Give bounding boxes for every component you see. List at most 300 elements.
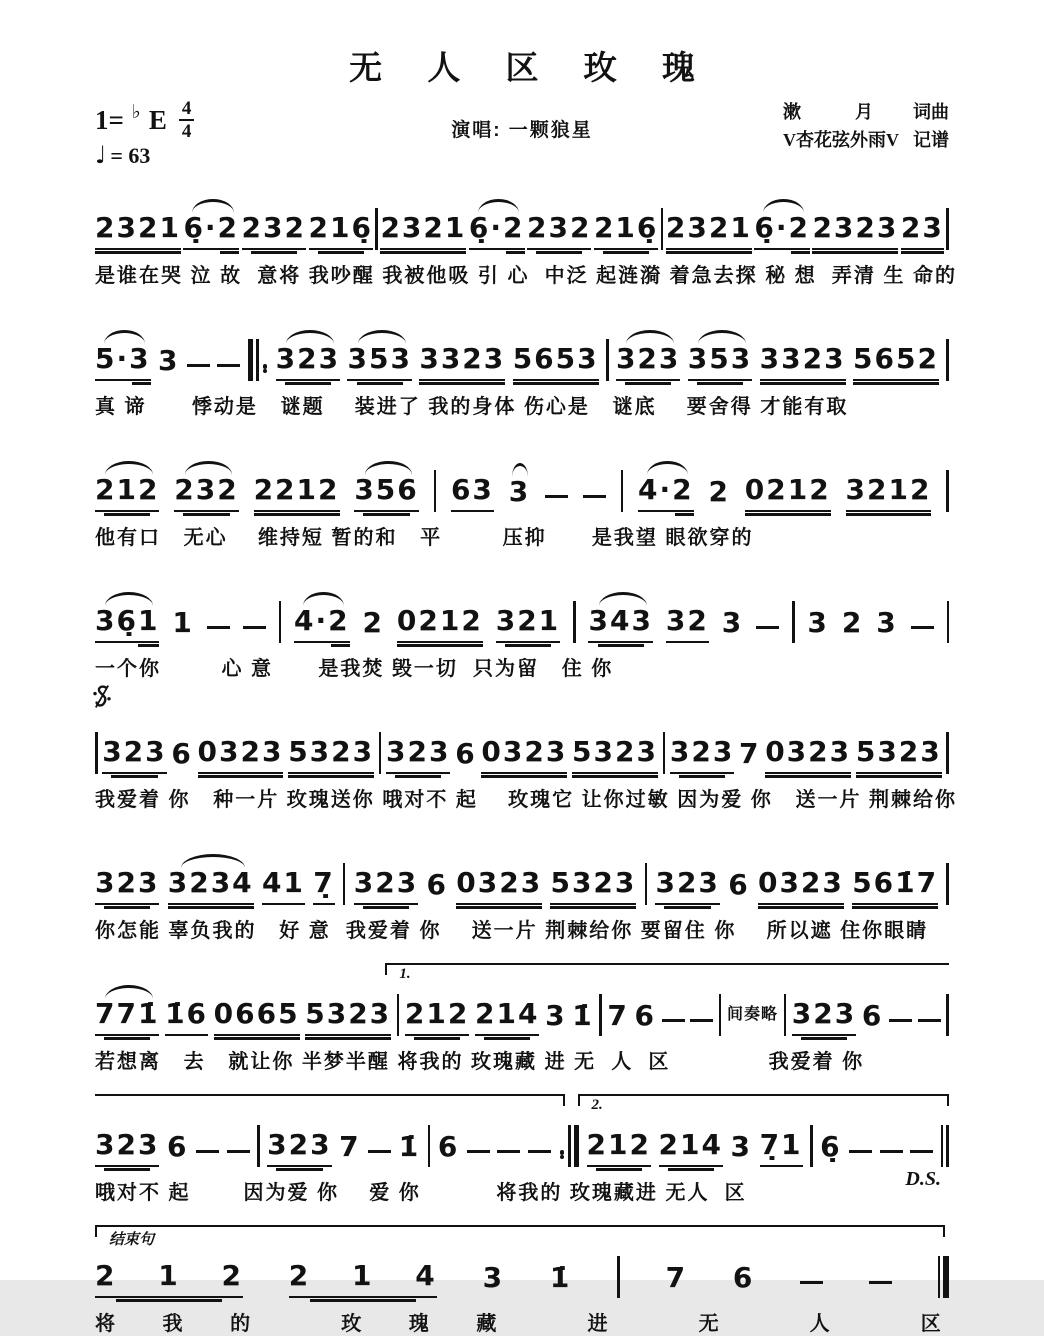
note-group — [731, 1132, 752, 1167]
note-digits: 0212 — [744, 473, 831, 507]
duration-dash — [869, 1281, 892, 1285]
lyrics-line: 你怎能 辜负我的 好 意 我爱着 你 送一片 荆棘给你 要留住 你 所以遮 住你眼睛 — [95, 920, 929, 943]
bracket-label: 1. — [399, 966, 411, 983]
barline-thin — [946, 732, 949, 774]
note-group — [853, 344, 939, 381]
note-digits: 343 — [588, 604, 653, 638]
lyrics-line: 一个你 心 意 是我焚 毁一切 只为留 住 你 — [95, 658, 614, 681]
score-line-1 — [95, 194, 958, 288]
duration-dash — [849, 1150, 872, 1154]
note-group — [168, 868, 254, 905]
note-group — [550, 1263, 571, 1298]
volta-bracket — [385, 963, 949, 983]
transcriber-credit — [783, 127, 949, 155]
note-group — [289, 1261, 437, 1298]
ending-bracket — [95, 1225, 945, 1249]
barline-thin — [257, 1125, 260, 1167]
note-group — [739, 739, 760, 774]
note-group — [167, 1132, 188, 1167]
notes-row — [95, 849, 949, 905]
note-digits: 3 — [508, 475, 531, 509]
composer-name: 漱 月 — [783, 102, 873, 122]
barline-thin — [946, 208, 949, 250]
note-digits: 1̇ — [549, 1261, 572, 1295]
note-digits: 232 — [527, 211, 592, 245]
barline-thin — [946, 339, 949, 381]
note-digits: 3 — [158, 344, 180, 378]
barline-thin — [428, 1125, 431, 1167]
note-group — [313, 868, 334, 905]
note-group — [354, 475, 418, 512]
note-digits: 771̇ — [95, 997, 160, 1031]
note-group — [496, 606, 560, 643]
notes-row — [95, 194, 949, 250]
barline-thin — [343, 863, 346, 905]
note-group — [812, 213, 898, 250]
note-digits: 2321 — [665, 211, 752, 245]
note-digits: 5·3 — [95, 342, 151, 376]
note-group — [438, 1132, 459, 1167]
note-group — [172, 608, 193, 643]
note-digits: 7̣ — [313, 866, 335, 900]
note-digits: 323 — [386, 735, 451, 769]
duration-dash — [880, 1150, 903, 1154]
note-group — [616, 344, 680, 381]
note-digits: 3323 — [419, 342, 506, 376]
score-line-6 — [95, 849, 949, 943]
duration-dash — [800, 1281, 823, 1285]
duration-dash — [497, 1150, 520, 1154]
note-digits: 0212 — [396, 604, 483, 638]
note-digits: 214 — [658, 1128, 723, 1162]
note-digits: 323 — [353, 866, 419, 900]
note-group — [545, 1001, 566, 1036]
note-group — [754, 213, 810, 250]
notes-row — [95, 718, 949, 774]
note-digits: 353 — [347, 342, 412, 376]
note-digits: 214 — [475, 997, 540, 1031]
note-group — [262, 868, 305, 905]
note-digits: 356 — [354, 473, 419, 507]
note-digits: 323 — [275, 342, 341, 376]
lyrics-line: 真 谛 悸动是 谜题 装进了 我的身体 伤心是 谜底 要舍得 才能有取 — [95, 396, 849, 419]
note-group — [862, 1001, 883, 1036]
bracket-label: 2. — [591, 1097, 603, 1114]
note-group — [594, 213, 658, 250]
barline-dbl — [941, 1125, 949, 1167]
note-digits: 561̇7 — [852, 866, 939, 900]
note-digits: 6 — [437, 1130, 460, 1164]
lyrics-line: 哦对不 起 因为爱 你 爱 你 将我的 玫瑰藏进 无人 区 — [95, 1182, 747, 1205]
duration-dash — [207, 626, 230, 630]
note-digits: 216̣ — [308, 211, 373, 245]
duration-dash — [583, 495, 606, 499]
time-signature — [179, 99, 195, 141]
note-group — [267, 1130, 331, 1167]
duration-dash — [690, 1019, 713, 1023]
note-group — [587, 1130, 651, 1167]
note-digits: 0323 — [456, 866, 543, 900]
note-digits: 2323 — [812, 211, 899, 245]
note-group — [354, 868, 418, 905]
note-digits: 6̣·2 — [754, 211, 810, 245]
note-group — [635, 1001, 656, 1036]
barline-fin — [938, 1256, 949, 1298]
note-digits: 5323 — [550, 866, 637, 900]
note-digits: 2 — [841, 606, 864, 640]
note-group — [760, 344, 846, 381]
note-digits: 216̣ — [593, 211, 659, 245]
note-digits: 6 — [167, 1130, 189, 1164]
note-group — [214, 999, 300, 1036]
note-group — [760, 1130, 803, 1167]
barline-thin — [946, 994, 949, 1036]
flat-sign-icon: ♭ — [131, 101, 141, 124]
note-group — [588, 606, 652, 643]
note-digits: 323 — [615, 342, 681, 376]
note-group — [856, 737, 942, 774]
note-group — [670, 737, 734, 774]
barline-thin — [379, 732, 382, 774]
note-digits: 1̇ — [398, 1130, 421, 1164]
note-group — [95, 475, 159, 512]
note-digits: 0323 — [197, 735, 284, 769]
barline-re — [559, 1125, 580, 1167]
score-line-5 — [95, 718, 958, 812]
barline-rs — [248, 339, 269, 381]
barline-thin — [947, 601, 950, 643]
note-group — [513, 344, 599, 381]
interlude-label: 间奏略 — [727, 1006, 779, 1024]
note-group — [842, 608, 863, 643]
note-group — [309, 213, 373, 250]
note-group — [638, 475, 694, 512]
note-digits: 3 — [545, 999, 567, 1033]
duration-dash — [217, 364, 240, 368]
score-body — [95, 194, 958, 1336]
note-group — [666, 606, 709, 643]
credits-block — [783, 99, 949, 155]
note-digits: 323 — [95, 866, 160, 900]
note-digits: 2212 — [253, 473, 340, 507]
note-group — [95, 1130, 159, 1167]
note-group — [876, 608, 897, 643]
note-digits: 6 — [728, 868, 750, 902]
duration-dash — [227, 1150, 250, 1154]
note-digits: 0665 — [213, 997, 300, 1031]
barline-thin — [719, 994, 722, 1036]
barline-thin — [784, 994, 787, 1036]
note-digits: 6 — [426, 868, 448, 902]
volta-bracket — [95, 1094, 565, 1106]
note-group — [347, 344, 411, 381]
song-title: 无 人 区 玫 瑰 — [349, 49, 713, 86]
duration-dash — [756, 626, 779, 630]
note-group — [397, 606, 483, 643]
note-group — [688, 344, 752, 381]
barline-thin — [946, 470, 949, 512]
note-digits: 5323 — [288, 735, 375, 769]
barline-thin — [397, 994, 400, 1036]
lyrics-line: 是谁在哭 泣 故 意将 我吵醒 我被他吸 引 心 中泛 起涟漪 着急去探 秘 想 弄清 生 命的 — [95, 265, 958, 288]
note-digits: 0323 — [765, 735, 852, 769]
note-digits: 5323 — [305, 997, 392, 1031]
note-group — [807, 608, 828, 643]
note-digits: 5652 — [853, 342, 939, 376]
note-digits: 323 — [669, 735, 735, 769]
note-group — [95, 606, 159, 643]
note-digits: 323 — [95, 1128, 160, 1162]
note-group — [607, 1001, 628, 1036]
note-digits: 7 — [607, 999, 629, 1033]
note-group — [765, 737, 851, 774]
note-group — [198, 737, 284, 774]
note-digits: 6̣·2 — [183, 211, 240, 245]
note-group — [792, 999, 856, 1036]
score-line-3 — [95, 456, 949, 550]
score-line-2 — [95, 325, 949, 419]
barline-thin — [606, 339, 609, 381]
note-group — [572, 1001, 593, 1036]
note-group — [183, 213, 239, 250]
notes-row — [95, 1242, 949, 1298]
barline-thin — [946, 863, 949, 905]
notes-row — [95, 325, 949, 381]
note-group — [708, 477, 729, 512]
transcriber-role: 记谱 — [913, 129, 949, 150]
notes-row — [95, 980, 949, 1036]
barline-thin — [573, 601, 576, 643]
note-digits: 3 — [876, 606, 898, 640]
note-group — [758, 868, 844, 905]
note-digits: 2 1 4 — [288, 1259, 437, 1293]
note-group — [475, 999, 539, 1036]
note-digits: 5323 — [855, 735, 942, 769]
duration-dash — [910, 1150, 933, 1154]
note-group — [294, 606, 350, 643]
note-digits: 323 — [655, 866, 720, 900]
barline-thin — [792, 601, 795, 643]
lyrics-line: 我爱着 你 种一片 玫瑰送你 哦对不 起 玫瑰它 让你过敏 因为爱 你 送一片 荆棘给你 — [95, 789, 958, 812]
note-digits: 3323 — [759, 342, 846, 376]
note-digits: 6 — [732, 1261, 755, 1295]
note-digits: 212 — [95, 473, 160, 507]
note-digits: 7̣1 — [759, 1128, 803, 1162]
note-group — [666, 1263, 687, 1298]
lyrics-line: 将 我 的 玫 瑰 藏 进 无 人 区 — [95, 1313, 945, 1336]
note-digits: 4·2 — [293, 604, 350, 638]
note-digits: 6 — [171, 737, 193, 771]
note-group — [339, 1132, 360, 1167]
duration-dash — [545, 495, 568, 499]
duration-dash — [187, 364, 210, 368]
score-line-7 — [95, 966, 949, 1074]
note-group — [242, 213, 306, 250]
note-group — [572, 737, 658, 774]
barline-thin — [810, 1125, 813, 1167]
note-digits: 2321 — [380, 211, 467, 245]
note-digits: 1̇ — [572, 999, 594, 1033]
barline-thin — [621, 470, 624, 512]
note-group — [405, 999, 469, 1036]
tempo-marking — [95, 143, 451, 168]
duration-dash — [528, 1150, 551, 1154]
notes-row — [95, 456, 949, 512]
note-group — [655, 868, 719, 905]
note-group — [846, 475, 932, 512]
barline-thin — [434, 470, 437, 512]
note-group — [659, 1130, 723, 1167]
note-group — [426, 870, 447, 905]
note-digits: 0323 — [481, 735, 568, 769]
note-digits: 3 — [482, 1261, 505, 1295]
note-group — [95, 999, 159, 1036]
note-digits: 3 — [721, 606, 744, 640]
barline-thin — [645, 863, 648, 905]
key-prefix: 1= — [95, 104, 124, 135]
note-digits: 23 — [900, 211, 944, 245]
note-group — [95, 213, 181, 250]
note-digits: 3234 — [167, 866, 254, 900]
note-digits: 5653 — [512, 342, 599, 376]
note-group — [362, 608, 383, 643]
note-group — [419, 344, 505, 381]
repeat-dots — [263, 364, 268, 373]
score-line-8 — [95, 1097, 949, 1205]
note-digits: 212 — [404, 997, 470, 1031]
note-group — [733, 1263, 754, 1298]
bracket-label: 结束句 — [109, 1232, 155, 1249]
meter-bottom: 4 — [181, 121, 192, 142]
note-group — [174, 475, 238, 512]
note-digits: 6 — [455, 737, 477, 771]
duration-dash — [662, 1019, 685, 1023]
barline-thin — [599, 994, 602, 1036]
note-digits: 2 — [708, 475, 730, 509]
note-digits: 3 — [730, 1130, 753, 1164]
note-digits: 6̣ — [820, 1130, 842, 1164]
note-group — [722, 608, 743, 643]
barline-thin — [375, 208, 378, 250]
note-digits: 6 — [861, 999, 884, 1033]
duration-dash — [889, 1019, 912, 1023]
note-group — [95, 344, 151, 381]
score-line-4 — [95, 587, 949, 681]
lyrics-line: 若想离 去 就让你 半梦半醒 将我的 玫瑰藏 进 无 人 区 我爱着 你 — [95, 1051, 865, 1074]
note-group — [666, 213, 752, 250]
note-digits: 3 — [807, 606, 829, 640]
note-group — [305, 999, 391, 1036]
note-group — [95, 1261, 243, 1298]
note-group — [102, 737, 166, 774]
note-group — [745, 475, 831, 512]
barline-thin — [663, 732, 666, 774]
volta-bracket — [578, 1094, 949, 1114]
note-group — [852, 868, 938, 905]
note-digits: 6̣·2 — [468, 211, 525, 245]
note-group — [728, 870, 749, 905]
notes-row — [95, 1111, 949, 1167]
note-digits: 41 — [261, 866, 305, 900]
note-digits: 32 — [665, 604, 709, 638]
duration-dash — [368, 1150, 391, 1154]
note-digits: 212 — [586, 1128, 651, 1162]
note-digits: 323 — [791, 997, 857, 1031]
note-group — [399, 1132, 420, 1167]
segno-icon — [93, 684, 111, 709]
note-group — [276, 344, 340, 381]
ds-marking: D.S. — [905, 1168, 941, 1191]
barline-thin — [279, 601, 282, 643]
key-signature — [95, 99, 451, 168]
repeat-dots — [560, 1150, 565, 1159]
note-digits: 232 — [174, 473, 239, 507]
note-digits: 36̣1 — [95, 604, 160, 638]
composer-credit — [783, 99, 949, 127]
note-group — [469, 213, 525, 250]
note-digits: 7 — [339, 1130, 361, 1164]
note-digits: 2 — [362, 606, 384, 640]
note-digits: 0323 — [757, 866, 844, 900]
note-group — [171, 739, 192, 774]
quarter-note-icon: ♩ — [95, 141, 107, 169]
barline-thin — [661, 208, 664, 250]
note-digits: 353 — [687, 342, 753, 376]
key-line — [95, 99, 451, 141]
composer-role: 词曲 — [913, 102, 949, 122]
note-digits: 6 — [634, 999, 657, 1033]
note-group — [288, 737, 374, 774]
note-digits: 323 — [267, 1128, 332, 1162]
note-group — [483, 1263, 504, 1298]
note-group — [509, 477, 530, 512]
note-group — [455, 739, 476, 774]
note-digits: 1̇6 — [165, 997, 209, 1031]
key-letter: E — [148, 104, 167, 135]
score-header — [95, 99, 949, 168]
note-group — [901, 213, 944, 250]
note-digits: 63 — [450, 473, 494, 507]
note-digits: 4·2 — [638, 473, 694, 507]
note-digits: 7 — [739, 737, 761, 771]
note-group — [451, 475, 494, 512]
note-digits: 323 — [102, 735, 167, 769]
lyrics-line: 他有口 无心 维持短 暂的和 平 压抑 是我望 眼欲穿的 — [95, 527, 754, 550]
note-group — [527, 213, 591, 250]
note-digits: 1 — [172, 606, 194, 640]
note-digits: 5323 — [572, 735, 658, 769]
note-group — [165, 999, 208, 1036]
note-group — [386, 737, 450, 774]
note-digits: 2321 — [95, 211, 181, 245]
note-group — [95, 868, 159, 905]
note-group — [158, 346, 179, 381]
note-group — [254, 475, 340, 512]
note-group — [481, 737, 567, 774]
note-digits: 3212 — [845, 473, 932, 507]
notes-row — [95, 587, 949, 643]
meter-top: 4 — [181, 98, 192, 119]
note-digits: 321 — [495, 604, 561, 638]
duration-dash — [918, 1019, 941, 1023]
tempo-value: = 63 — [110, 143, 151, 169]
duration-dash — [196, 1150, 219, 1154]
score-line-9 — [95, 1232, 949, 1336]
note-group — [380, 213, 466, 250]
duration-dash — [467, 1150, 490, 1154]
duration-dash — [911, 626, 934, 630]
note-digits: 2 1 2 — [95, 1259, 243, 1293]
